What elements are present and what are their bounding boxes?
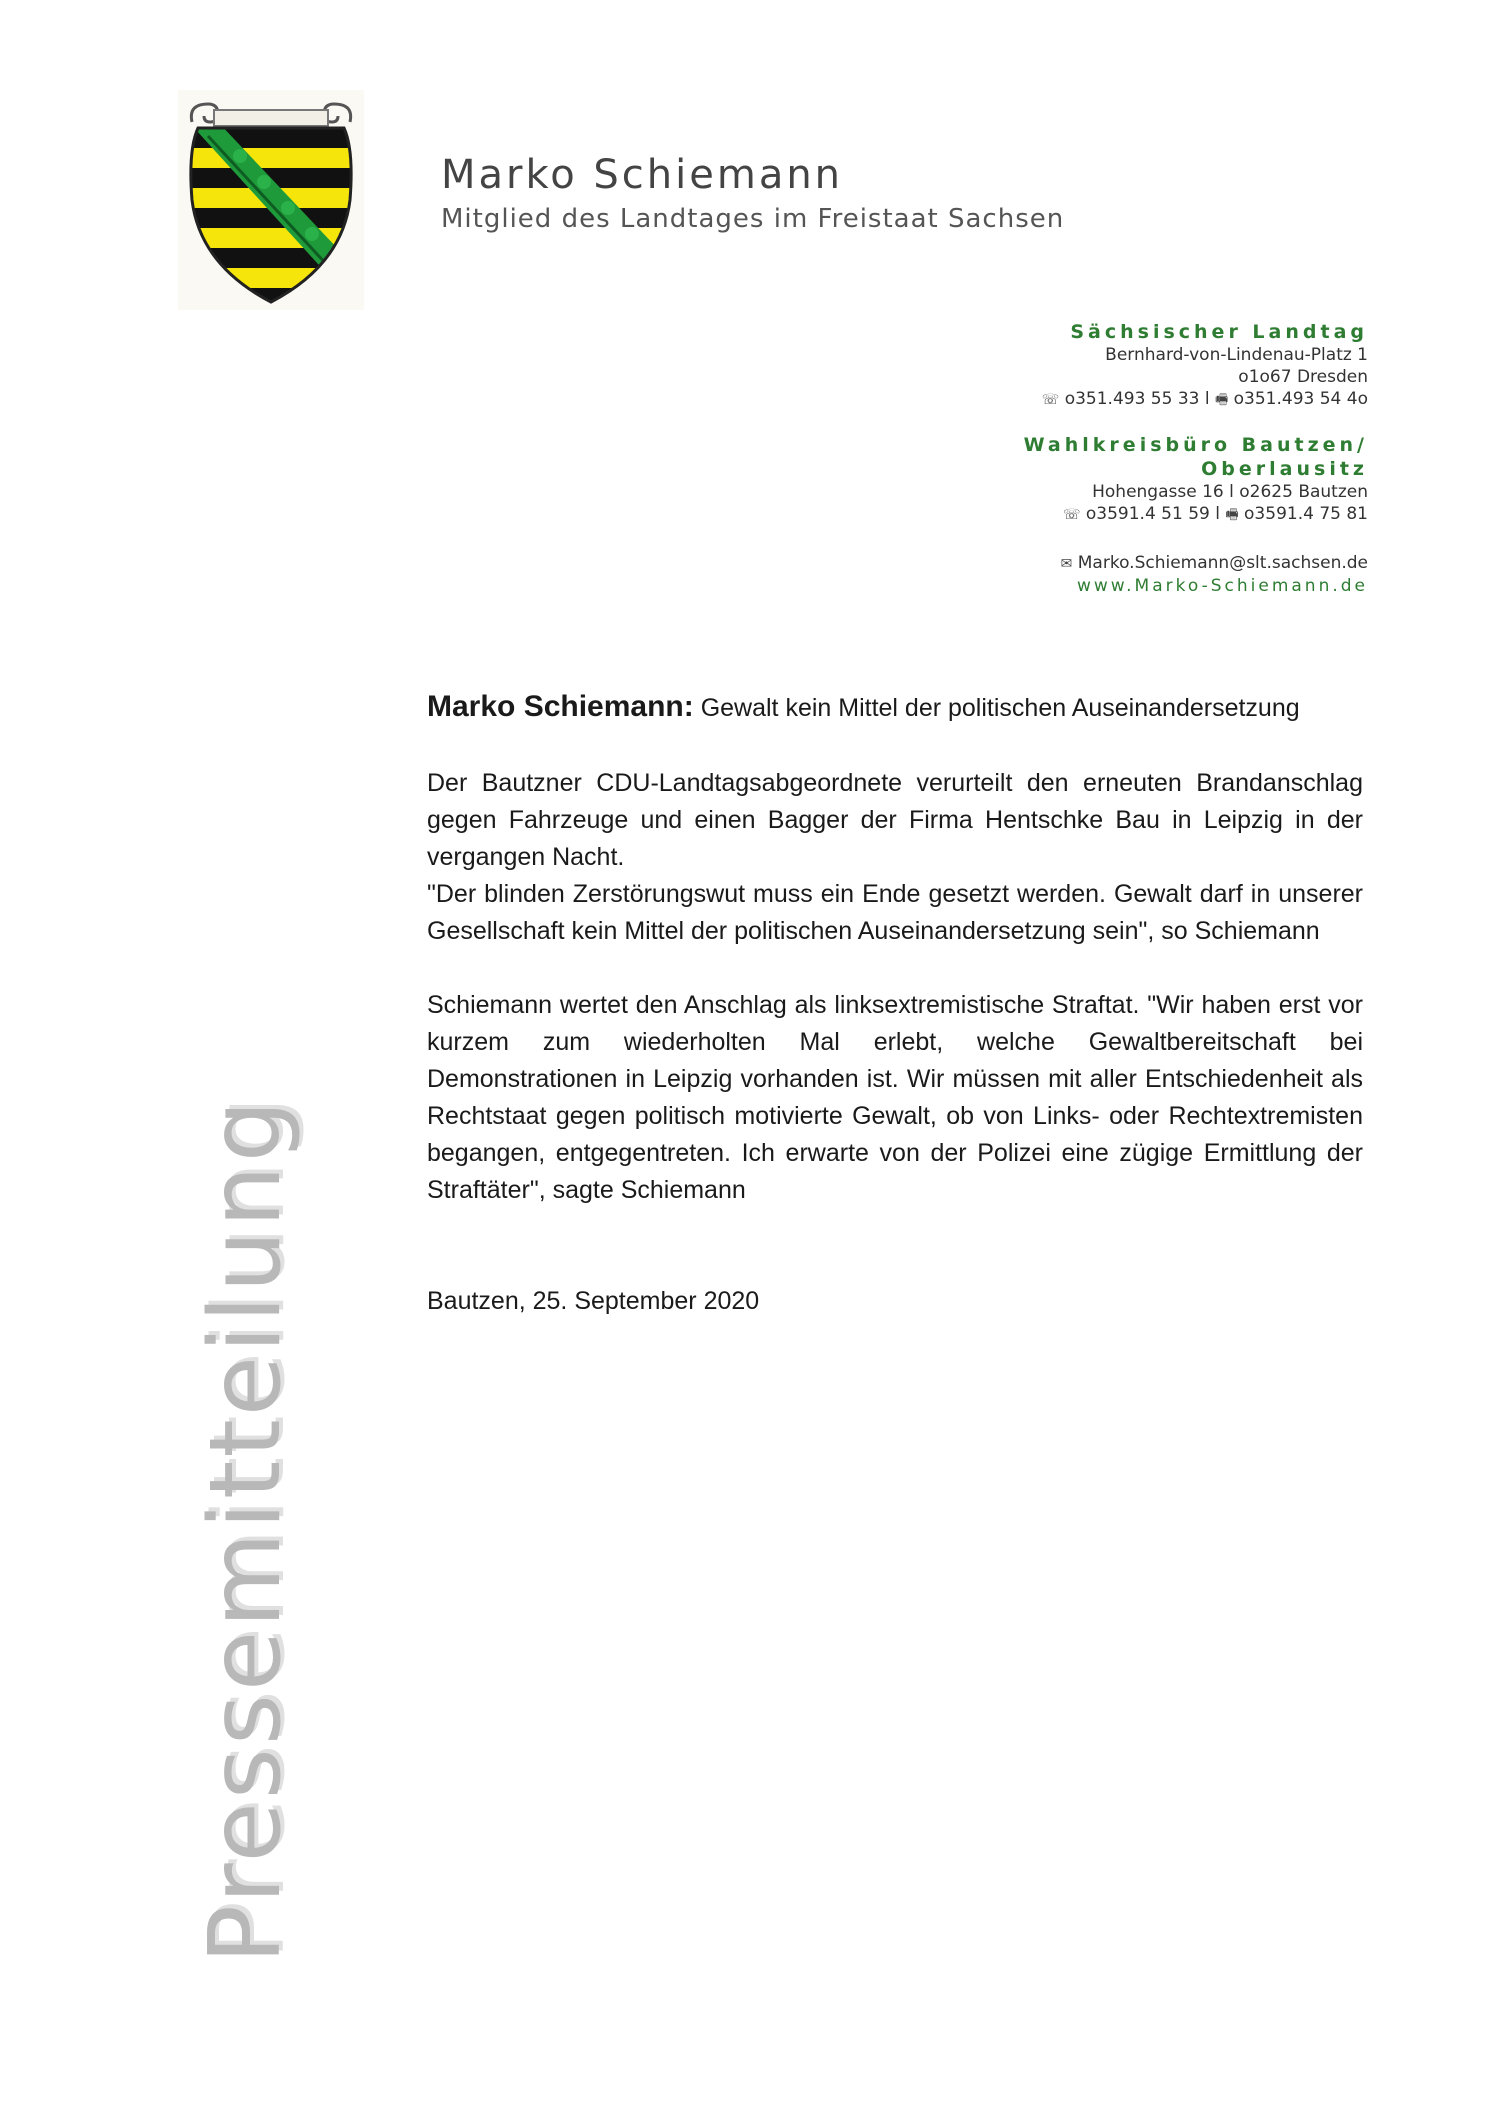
wahlkreis-phone: o3591.4 51 59 <box>1085 504 1210 524</box>
letterhead-name: Marko Schiemann <box>441 152 844 198</box>
landtag-fax: o351.493 54 4o <box>1233 389 1368 409</box>
paragraph-3: Schiemann wertet den Anschlag als linksextremistische Straftat. "Wir haben erst vor kurzem zum wiederholten Mal erlebt, welche Gewaltbereitschaft bei Demonstrationen in Leipzig vorhanden ist. Wir müssen mit aller Entschiedenheit als Rechtstaat gegen politisch motivierte Gewalt, ob von Links- oder Rechtextremisten begangen, entgegentreten. Ich erwarte von der Polizei eine zügige Ermittlung der Straftäter", sagte Schiemann <box>427 991 1363 1204</box>
wahlkreis-org-line2: Oberlausitz <box>1201 458 1368 480</box>
wahlkreis-street-city: Hohengasse 16 l o2625 Bautzen <box>1092 482 1368 502</box>
headline-name: Marko Schiemann: <box>427 690 694 723</box>
article-body <box>427 688 1363 1320</box>
side-label-wrapper <box>189 1097 303 1964</box>
phone-icon: ☏ <box>1041 392 1060 408</box>
paragraph-1: Der Bautzner CDU-Landtagsabgeordnete verurteilt den erneuten Brandanschlag gegen Fahrzeuge und einen Bagger der Firma Hentschke Bau in Leipzig in der vergangen Nacht. <box>427 769 1363 871</box>
separator: l <box>1215 504 1220 524</box>
fax-icon: 🖷 <box>1225 507 1239 523</box>
wahlkreis-org-line1: Wahlkreisbüro Bautzen/ <box>1023 434 1368 456</box>
side-label-pressemitteilung: Pressemitteilung <box>189 1097 303 1964</box>
article-headline <box>427 688 1363 727</box>
wahlkreis-contact <box>848 503 1368 526</box>
letterhead-subtitle: Mitglied des Landtages im Freistaat Sachsen <box>441 204 1065 234</box>
mail-icon: ✉ <box>1060 556 1073 572</box>
headline-title: Gewalt kein Mittel der politischen Auseinandersetzung <box>700 694 1300 722</box>
saxony-coat-of-arms-icon <box>178 90 364 310</box>
address-block <box>848 320 1368 597</box>
landtag-contact <box>848 388 1368 411</box>
fax-icon: 🖷 <box>1215 392 1229 408</box>
email-line <box>848 552 1368 575</box>
landtag-phone: o351.493 55 33 <box>1064 389 1200 409</box>
separator: l <box>1204 389 1210 409</box>
landtag-street: Bernhard-von-Lindenau-Platz 1 <box>1105 345 1368 365</box>
landtag-city: o1o67 Dresden <box>1238 367 1368 387</box>
email-link[interactable]: Marko.Schiemann@slt.sachsen.de <box>1077 553 1368 573</box>
landtag-org: Sächsischer Landtag <box>1070 321 1368 343</box>
phone-icon: ☏ <box>1062 507 1081 523</box>
website-link[interactable]: www.Marko-Schiemann.de <box>1077 576 1368 596</box>
wahlkreis-fax: o3591.4 75 81 <box>1244 504 1368 524</box>
paragraph-2: "Der blinden Zerstörungswut muss ein Ende gesetzt werden. Gewalt darf in unserer Gesellschaft kein Mittel der politischen Auseinandersetzung sein", so Schiemann <box>427 880 1363 945</box>
article-date: Bautzen, 25. September 2020 <box>427 1287 760 1315</box>
